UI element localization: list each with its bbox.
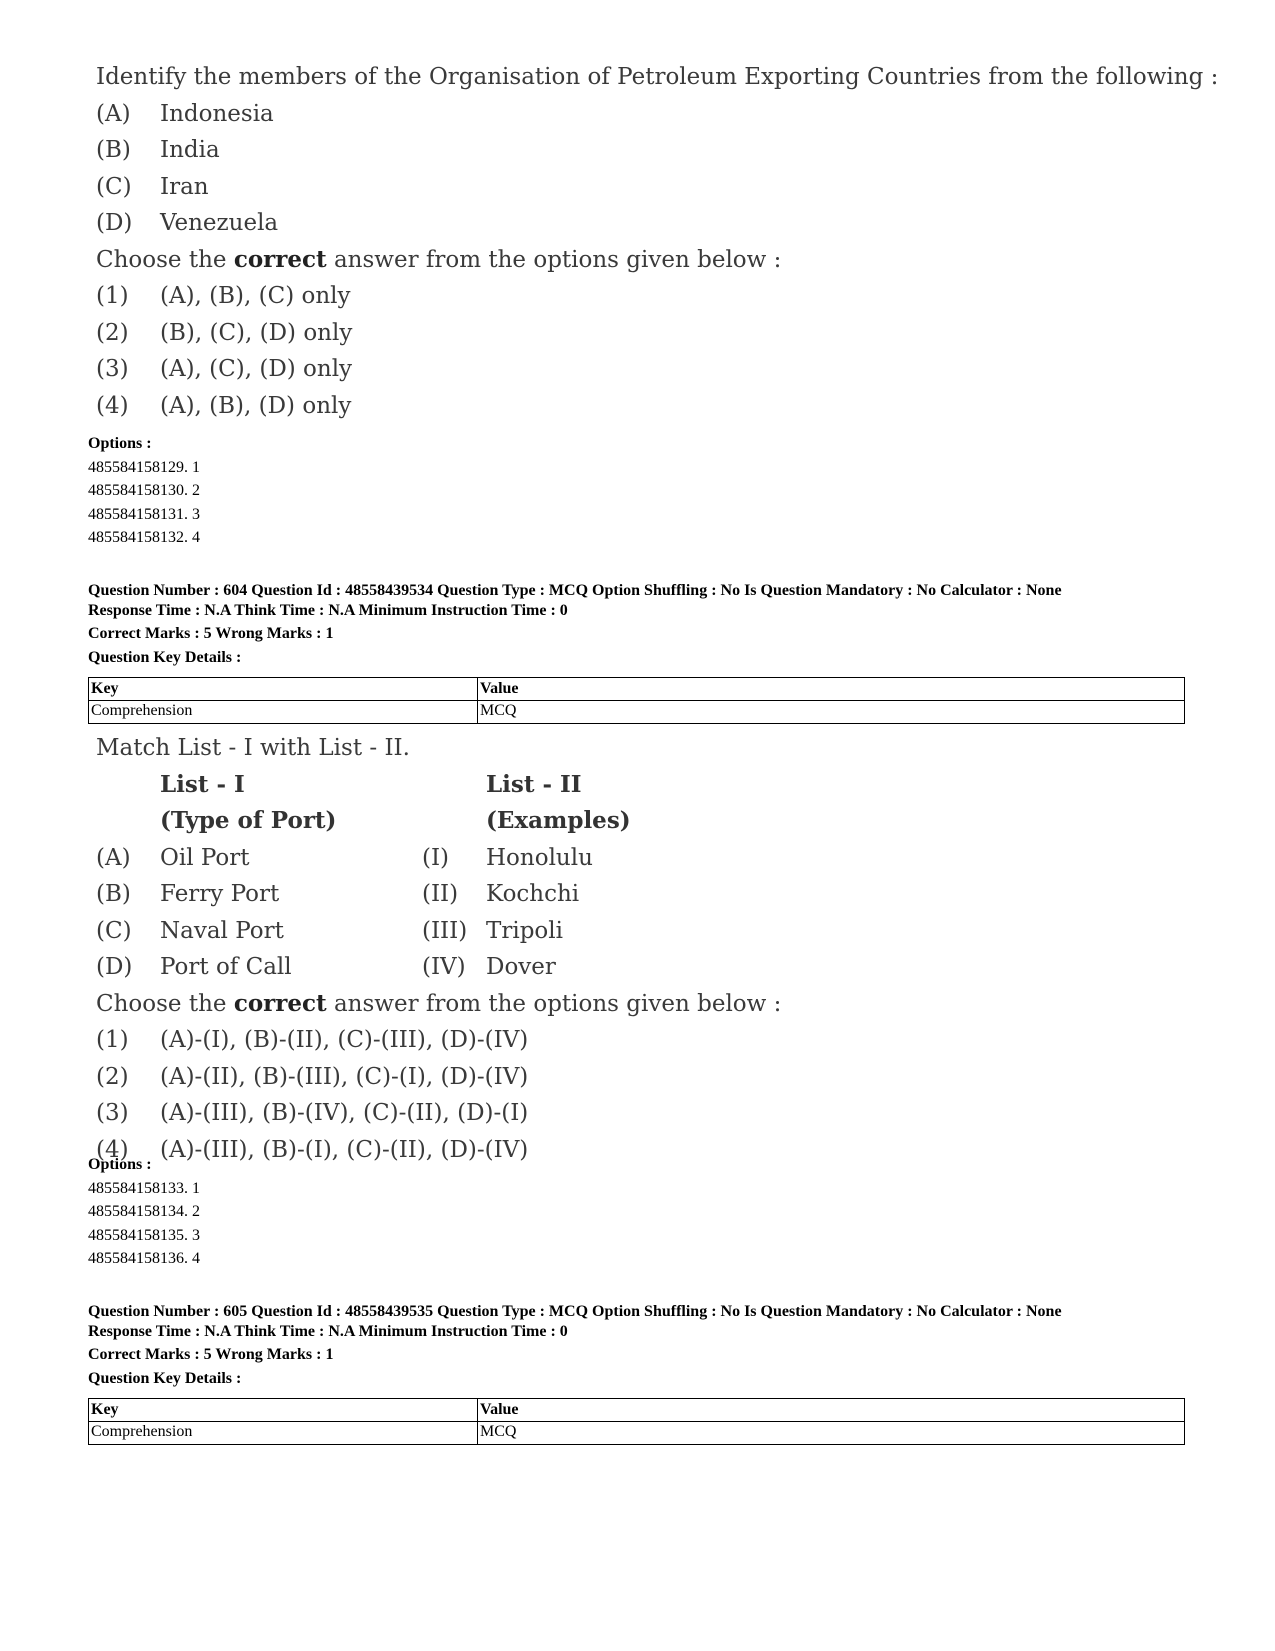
list2-label: (II)	[422, 881, 459, 907]
table-header-value: Value	[478, 1399, 1185, 1422]
option-item: 485584158130. 2	[88, 482, 200, 499]
item-text: Iran	[160, 173, 209, 200]
list1-text: Ferry Port	[160, 881, 280, 907]
question-key-title: Question Key Details :	[88, 648, 242, 666]
answer-text: (B), (C), (D) only	[160, 319, 353, 346]
list2-text: Tripoli	[486, 917, 563, 944]
answer-label: (3)	[96, 1100, 129, 1126]
table-header-value: Value	[478, 678, 1185, 701]
choose-bold: correct	[233, 989, 327, 1017]
answer-text: (A), (C), (D) only	[160, 356, 353, 382]
option-item: 485584158132. 4	[88, 529, 200, 546]
list2-label: (IV)	[422, 954, 466, 980]
q603-stem: Identify the members of the Organisation of Petroleum Exporting Countries from the following :	[96, 64, 1219, 90]
table-header-key: Key	[89, 1399, 478, 1422]
list2-label: (I)	[422, 844, 450, 871]
answer-label: (3)	[96, 356, 129, 382]
list1-text: Naval Port	[160, 917, 284, 944]
item-text: India	[160, 137, 220, 163]
choose-bold: correct	[233, 245, 327, 273]
question-key-title: Question Key Details :	[88, 1369, 242, 1387]
table-header-key: Key	[89, 678, 478, 701]
table-cell-key: Comprehension	[89, 1422, 478, 1445]
option-item: 485584158136. 4	[88, 1250, 200, 1267]
choose-post: answer from the options given below :	[326, 990, 782, 1017]
question-marks: Correct Marks : 5 Wrong Marks : 1	[88, 1346, 334, 1363]
item-label: (B)	[96, 137, 131, 163]
question-meta-line: Response Time : N.A Think Time : N.A Minimum Instruction Time : 0	[88, 601, 568, 619]
list2-text: Honolulu	[486, 844, 593, 871]
q605-key-table	[88, 1398, 1185, 1445]
answer-text: (A), (B), (C) only	[160, 283, 351, 309]
answer-text: (A)-(III), (B)-(IV), (C)-(II), (D)-(I)	[160, 1100, 529, 1126]
q604-stem: Match List - I with List - II.	[96, 735, 410, 761]
list1-title: List - I	[160, 770, 245, 798]
list1-text: Oil Port	[160, 844, 250, 871]
answer-label: (2)	[96, 1063, 129, 1090]
table-cell-value: MCQ	[478, 1422, 1185, 1445]
question-meta-line: Response Time : N.A Think Time : N.A Minimum Instruction Time : 0	[88, 1322, 568, 1340]
table-header-row	[89, 678, 1185, 701]
list1-subtitle: (Type of Port)	[160, 807, 337, 834]
list1-label: (C)	[96, 917, 132, 944]
answer-text: (A)-(II), (B)-(III), (C)-(I), (D)-(IV)	[160, 1063, 529, 1090]
question-meta-line: Question Number : 604 Question Id : 48558439534 Question Type : MCQ Option Shuffling : No Is Question Mandatory : No Calculator : None	[88, 582, 1062, 599]
q604-meta	[88, 579, 1062, 669]
question-marks: Correct Marks : 5 Wrong Marks : 1	[88, 625, 334, 642]
option-item: 485584158135. 3	[88, 1226, 200, 1244]
options-title: Options :	[88, 1156, 152, 1173]
table-row	[89, 701, 1185, 724]
item-label: (A)	[96, 100, 131, 127]
answer-text: (A)-(III), (B)-(I), (C)-(II), (D)-(IV)	[160, 1136, 529, 1163]
list1-text: Port of Call	[160, 954, 292, 980]
table-cell-value: MCQ	[478, 701, 1185, 724]
list1-label: (A)	[96, 844, 131, 871]
answer-label: (1)	[96, 283, 129, 309]
answer-label: (4)	[96, 1136, 129, 1163]
options-title: Options :	[88, 435, 152, 452]
option-item: 485584158129. 1	[88, 458, 200, 476]
answer-text: (A), (B), (D) only	[160, 392, 352, 419]
list2-subtitle: (Examples)	[486, 807, 631, 834]
item-label: (C)	[96, 173, 132, 200]
item-text: Venezuela	[160, 210, 279, 236]
option-item: 485584158134. 2	[88, 1203, 200, 1220]
list1-label: (B)	[96, 881, 131, 907]
answer-label: (1)	[96, 1027, 129, 1053]
answer-label: (2)	[96, 319, 129, 346]
option-item: 485584158131. 3	[88, 505, 200, 523]
answer-text: (A)-(I), (B)-(II), (C)-(III), (D)-(IV)	[160, 1027, 529, 1053]
q604-key-table	[88, 677, 1185, 724]
choose-post: answer from the options given below :	[326, 246, 782, 273]
table-cell-key: Comprehension	[89, 701, 478, 724]
list2-text: Kochchi	[486, 881, 580, 907]
question-meta-line: Question Number : 605 Question Id : 48558439535 Question Type : MCQ Option Shuffling : No Is Question Mandatory : No Calculator : None	[88, 1303, 1062, 1320]
list1-label: (D)	[96, 954, 133, 980]
list2-label: (III)	[422, 917, 468, 944]
item-text: Indonesia	[160, 100, 274, 127]
answer-label: (4)	[96, 392, 129, 419]
choose-pre: Choose the	[96, 990, 234, 1017]
q605-meta	[88, 1300, 1062, 1390]
choose-pre: Choose the	[96, 246, 234, 273]
option-item: 485584158133. 1	[88, 1179, 200, 1197]
item-label: (D)	[96, 210, 133, 236]
list2-title: List - II	[486, 770, 582, 798]
q604-options	[88, 1153, 200, 1271]
q603-options	[88, 432, 200, 550]
list2-text: Dover	[486, 954, 556, 980]
table-row	[89, 1422, 1185, 1445]
table-header-row	[89, 1399, 1185, 1422]
